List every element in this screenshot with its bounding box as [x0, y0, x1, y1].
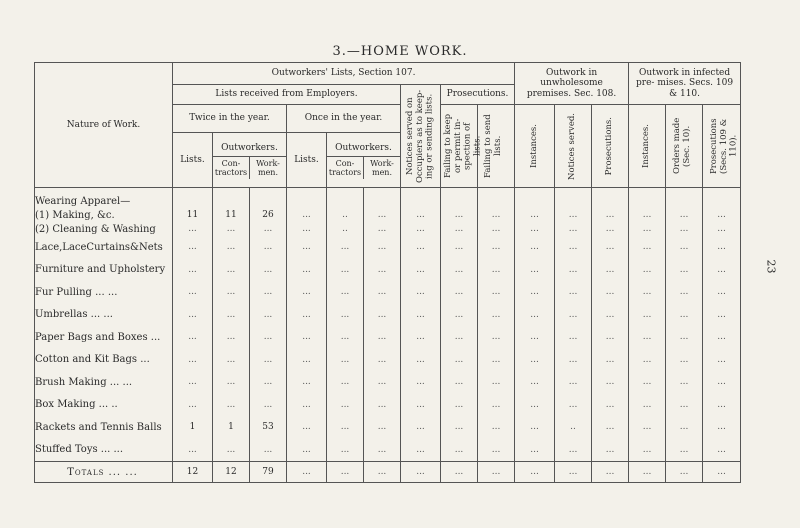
totals-row — [35, 462, 741, 483]
header-once-outworkers-group: Outworkers. Con- tractors Work- men. — [327, 133, 401, 188]
table-cell: ... — [629, 259, 666, 282]
table-cell — [213, 188, 250, 209]
table-cell: ... — [629, 222, 666, 236]
row-label: Stuffed Toys ... ... — [35, 439, 173, 462]
table-cell: ... — [441, 326, 478, 349]
table-cell: ... — [703, 304, 741, 327]
table-cell: ... — [555, 394, 592, 417]
header-twice-workmen: Work- men. — [256, 158, 280, 177]
table-cell: ... — [592, 394, 629, 417]
table-row — [35, 304, 741, 327]
header-once-workmen: Work- men. — [370, 158, 394, 177]
table-cell: ... — [327, 326, 364, 349]
table-cell: ... — [666, 326, 703, 349]
table-row — [35, 208, 741, 222]
table-cell: ... — [441, 208, 478, 222]
table-cell: ... — [515, 281, 555, 304]
table-cell: ... — [703, 281, 741, 304]
table-cell: ... — [592, 304, 629, 327]
table-cell: ... — [629, 236, 666, 259]
table-cell: ... — [441, 349, 478, 372]
table-cell: ... — [478, 236, 515, 259]
table-cell: ... — [327, 304, 364, 327]
table-cell: ... — [478, 222, 515, 236]
header-twice: Twice in the year. — [173, 105, 287, 133]
table-cell — [441, 188, 478, 209]
table-cell: ... — [666, 236, 703, 259]
table-cell: ... — [441, 462, 478, 483]
table-cell: ... — [515, 304, 555, 327]
table-cell: ... — [173, 222, 213, 236]
table-cell: ... — [592, 281, 629, 304]
table-cell: .. — [327, 208, 364, 222]
table-cell: ... — [287, 208, 327, 222]
table-cell: ... — [364, 371, 401, 394]
table-cell: ... — [515, 259, 555, 282]
table-cell: ... — [478, 394, 515, 417]
table-cell: ... — [515, 326, 555, 349]
table-cell: ... — [364, 416, 401, 439]
row-label: Totals ... ... — [35, 462, 173, 483]
table-cell: ... — [666, 462, 703, 483]
table-cell: ... — [287, 236, 327, 259]
table-cell: ... — [629, 349, 666, 372]
table-cell — [287, 188, 327, 209]
table-cell: ... — [592, 349, 629, 372]
header-nature: Nature of Work. — [35, 63, 173, 188]
table-cell: ... — [213, 304, 250, 327]
table-cell: ... — [703, 208, 741, 222]
table-cell: ... — [327, 236, 364, 259]
table-cell — [629, 188, 666, 209]
header-failing-send: Failing to send lists. — [478, 105, 515, 188]
table-cell: ... — [703, 439, 741, 462]
table-cell: ... — [478, 259, 515, 282]
table-cell: ... — [441, 222, 478, 236]
header-twice-contractors: Con- tractors — [213, 157, 250, 179]
table-cell: 11 — [213, 208, 250, 222]
table-cell: ... — [703, 222, 741, 236]
table-cell: ... — [401, 281, 441, 304]
table-cell: ... — [592, 259, 629, 282]
table-cell: ... — [364, 208, 401, 222]
table-cell: 11 — [173, 208, 213, 222]
table-cell: 26 — [250, 208, 287, 222]
table-cell: ... — [287, 326, 327, 349]
table-cell: ... — [555, 236, 592, 259]
table-cell: 79 — [250, 462, 287, 483]
table-cell: ... — [401, 371, 441, 394]
table-cell: ... — [401, 208, 441, 222]
header-unwholesome: Outwork in unwholesome premises. Sec. 108. — [515, 63, 629, 105]
table-cell: ... — [401, 259, 441, 282]
table-cell: 12 — [173, 462, 213, 483]
table-cell: ... — [703, 394, 741, 417]
table-cell: ... — [592, 236, 629, 259]
table-cell: ... — [515, 222, 555, 236]
table-cell: ... — [401, 439, 441, 462]
table-cell: ... — [173, 326, 213, 349]
table-cell: ... — [441, 281, 478, 304]
table-cell: ... — [287, 394, 327, 417]
header-unwholesome-instances: Instances. — [515, 105, 555, 188]
table-cell — [592, 188, 629, 209]
table-cell: ... — [666, 259, 703, 282]
table-cell: ... — [441, 259, 478, 282]
header-once-lists: Lists. — [287, 133, 327, 188]
table-cell: ... — [555, 349, 592, 372]
table-cell: ... — [478, 281, 515, 304]
table-cell: ... — [364, 349, 401, 372]
table-cell: ... — [364, 281, 401, 304]
page-title: 3.—HOME WORK. — [332, 44, 468, 59]
table-cell: ... — [173, 259, 213, 282]
table-cell: ... — [364, 304, 401, 327]
table-cell: ... — [478, 462, 515, 483]
table-cell: ... — [213, 394, 250, 417]
table-cell: ... — [250, 326, 287, 349]
header-lists-received: Lists received from Employers. — [173, 85, 401, 105]
table-cell — [555, 188, 592, 209]
table-cell: ... — [250, 371, 287, 394]
table-cell: ... — [250, 394, 287, 417]
table-cell: ... — [555, 222, 592, 236]
table-cell: ... — [401, 349, 441, 372]
table-cell: ... — [287, 304, 327, 327]
row-label: Umbrellas ... ... — [35, 304, 173, 327]
table-cell: ... — [250, 236, 287, 259]
table-cell: ... — [629, 304, 666, 327]
table-cell: ... — [287, 222, 327, 236]
table-cell: ... — [666, 439, 703, 462]
table-cell: .. — [555, 416, 592, 439]
table-cell: ... — [364, 462, 401, 483]
table-cell: ... — [213, 349, 250, 372]
row-label: Brush Making ... ... — [35, 371, 173, 394]
table-cell: ... — [629, 416, 666, 439]
table-cell — [515, 188, 555, 209]
table-cell: ... — [629, 462, 666, 483]
header-unwholesome-notices: Notices served. — [555, 105, 592, 188]
header-infected-instances: Instances. — [629, 105, 666, 188]
table-cell: ... — [703, 416, 741, 439]
table-row — [35, 259, 741, 282]
table-cell: ... — [441, 371, 478, 394]
table-cell: ... — [250, 259, 287, 282]
row-label: Wearing Apparel— — [35, 188, 173, 209]
table-cell: ... — [592, 326, 629, 349]
table-row — [35, 326, 741, 349]
table-cell: ... — [327, 394, 364, 417]
table-cell: ... — [327, 462, 364, 483]
table-cell: ... — [213, 326, 250, 349]
table-cell: ... — [401, 394, 441, 417]
table-cell: ... — [629, 326, 666, 349]
table-cell: ... — [555, 326, 592, 349]
header-prosecutions: Prosecutions. — [441, 85, 515, 105]
header-twice-outworkers-group: Outworkers. Con- tractors Work- men. — [213, 133, 287, 188]
table-cell: ... — [555, 304, 592, 327]
row-label: Fur Pulling ... ... — [35, 281, 173, 304]
table-cell: ... — [364, 326, 401, 349]
table-cell: ... — [515, 416, 555, 439]
table-cell: ... — [287, 281, 327, 304]
table-row — [35, 281, 741, 304]
table-cell: ... — [515, 462, 555, 483]
table-cell: ... — [213, 236, 250, 259]
row-label: Cotton and Kit Bags ... — [35, 349, 173, 372]
header-twice-lists: Lists. — [173, 133, 213, 188]
table-row — [35, 416, 741, 439]
table-cell: ... — [250, 349, 287, 372]
table-cell: ... — [401, 222, 441, 236]
table-cell: ... — [666, 371, 703, 394]
table-cell: ... — [555, 208, 592, 222]
table-row — [35, 222, 741, 236]
table-cell: ... — [441, 236, 478, 259]
table-cell: ... — [401, 462, 441, 483]
table-cell — [703, 188, 741, 209]
table-cell: ... — [478, 416, 515, 439]
table-cell: ... — [287, 439, 327, 462]
table-row — [35, 236, 741, 259]
table-cell — [327, 188, 364, 209]
table-cell: ... — [287, 349, 327, 372]
table-cell: ... — [555, 371, 592, 394]
table-cell: ... — [287, 416, 327, 439]
table-cell: ... — [173, 236, 213, 259]
table-cell: ... — [250, 222, 287, 236]
row-label: Lace,LaceCurtains&Nets — [35, 236, 173, 259]
table-cell: ... — [515, 394, 555, 417]
header-prosecutions-109: Prosecutions (Secs. 109 & 110). — [703, 105, 741, 188]
table-cell: ... — [666, 304, 703, 327]
table-cell: ... — [592, 439, 629, 462]
table-cell: ... — [287, 371, 327, 394]
table-cell: ... — [173, 439, 213, 462]
table-cell: ... — [327, 281, 364, 304]
row-label: Furniture and Upholstery — [35, 259, 173, 282]
table-cell: ... — [592, 222, 629, 236]
table-cell: ... — [703, 462, 741, 483]
table-cell: ... — [592, 371, 629, 394]
table-cell: 53 — [250, 416, 287, 439]
table-cell: ... — [666, 349, 703, 372]
header-infected: Outwork in infected pre- mises. Secs. 109 & 110. — [629, 63, 741, 105]
table-cell: ... — [401, 416, 441, 439]
table-cell: ... — [478, 371, 515, 394]
row-label: Rackets and Tennis Balls — [35, 416, 173, 439]
table-cell: ... — [173, 304, 213, 327]
table-row — [35, 394, 741, 417]
table-cell: ... — [441, 304, 478, 327]
table-row — [35, 371, 741, 394]
table-cell: ... — [629, 394, 666, 417]
table-cell: ... — [478, 326, 515, 349]
header-failing-keep: Failing to keep or permit in- spection of lists. — [441, 105, 478, 188]
table-row — [35, 439, 741, 462]
table-cell: ... — [703, 349, 741, 372]
header-once-contractors: Con- tractors — [327, 157, 364, 179]
table-cell: ... — [364, 222, 401, 236]
table-cell: ... — [555, 462, 592, 483]
table-cell: ... — [515, 371, 555, 394]
table-cell: ... — [478, 304, 515, 327]
table-cell: ... — [478, 208, 515, 222]
table-cell: ... — [173, 349, 213, 372]
table-cell: ... — [555, 259, 592, 282]
table-cell: ... — [401, 326, 441, 349]
table-cell: ... — [666, 394, 703, 417]
table-cell — [401, 188, 441, 209]
table-cell: ... — [515, 439, 555, 462]
table-cell: ... — [213, 281, 250, 304]
table-cell: ... — [478, 349, 515, 372]
table-cell: ... — [327, 371, 364, 394]
table-cell — [666, 188, 703, 209]
row-label: Paper Bags and Boxes ... — [35, 326, 173, 349]
table-cell: ... — [592, 208, 629, 222]
table-cell: ... — [287, 259, 327, 282]
table-cell: ... — [287, 462, 327, 483]
table-cell: ... — [703, 326, 741, 349]
table-cell: ... — [703, 236, 741, 259]
table-cell: ... — [364, 259, 401, 282]
table-cell: ... — [666, 208, 703, 222]
table-row — [35, 188, 741, 209]
table-cell: ... — [364, 394, 401, 417]
table-cell: ... — [629, 371, 666, 394]
table-cell: ... — [327, 349, 364, 372]
table-cell: ... — [327, 439, 364, 462]
table-cell: ... — [629, 439, 666, 462]
table-cell — [364, 188, 401, 209]
table-cell — [250, 188, 287, 209]
table-row — [35, 349, 741, 372]
table-cell: ... — [555, 281, 592, 304]
table-cell: ... — [213, 439, 250, 462]
table-cell: ... — [515, 349, 555, 372]
table-cell: ... — [592, 416, 629, 439]
table-cell: ... — [173, 281, 213, 304]
page-number: 23 — [764, 259, 778, 274]
table-cell: ... — [703, 259, 741, 282]
table-cell: ... — [401, 304, 441, 327]
table-cell: ... — [666, 416, 703, 439]
table-cell: ... — [441, 416, 478, 439]
table-cell: ... — [592, 462, 629, 483]
table-cell: ... — [666, 281, 703, 304]
row-label: (1) Making, &c. — [35, 208, 173, 222]
table-cell: ... — [250, 439, 287, 462]
home-work-table — [34, 62, 741, 483]
table-cell: ... — [364, 236, 401, 259]
table-cell: ... — [515, 208, 555, 222]
table-cell: ... — [250, 281, 287, 304]
table-cell: ... — [250, 304, 287, 327]
table-body — [35, 188, 741, 483]
header-once: Once in the year. — [287, 105, 401, 133]
table-cell: ... — [515, 236, 555, 259]
table-cell: ... — [327, 259, 364, 282]
header-outworkers-lists: Outworkers' Lists, Section 107. — [173, 63, 515, 85]
table-cell: ... — [629, 208, 666, 222]
table-cell: ... — [666, 222, 703, 236]
table-cell: ... — [173, 371, 213, 394]
table-cell: 12 — [213, 462, 250, 483]
table-cell: ... — [213, 371, 250, 394]
table-cell: ... — [327, 416, 364, 439]
table-cell: ... — [213, 222, 250, 236]
table-cell: .. — [327, 222, 364, 236]
table-cell: ... — [555, 439, 592, 462]
table-cell: ... — [213, 259, 250, 282]
row-label: (2) Cleaning & Washing — [35, 222, 173, 236]
table-cell: ... — [703, 371, 741, 394]
table-cell — [173, 188, 213, 209]
header-notices-served: Notices served on Occupiers as to keep- ing or sending lists. — [401, 85, 441, 188]
table-cell — [478, 188, 515, 209]
header-unwholesome-prosecutions: Prosecutions. — [592, 105, 629, 188]
table-cell: ... — [364, 439, 401, 462]
table-cell: 1 — [213, 416, 250, 439]
row-label: Box Making ... .. — [35, 394, 173, 417]
table-cell: ... — [173, 394, 213, 417]
table-cell: ... — [401, 236, 441, 259]
table-cell: ... — [441, 439, 478, 462]
table-cell: ... — [441, 394, 478, 417]
header-orders-made: Orders made (Sec. 10). — [666, 105, 703, 188]
table-cell: 1 — [173, 416, 213, 439]
table-cell: ... — [478, 439, 515, 462]
table-cell: ... — [629, 281, 666, 304]
